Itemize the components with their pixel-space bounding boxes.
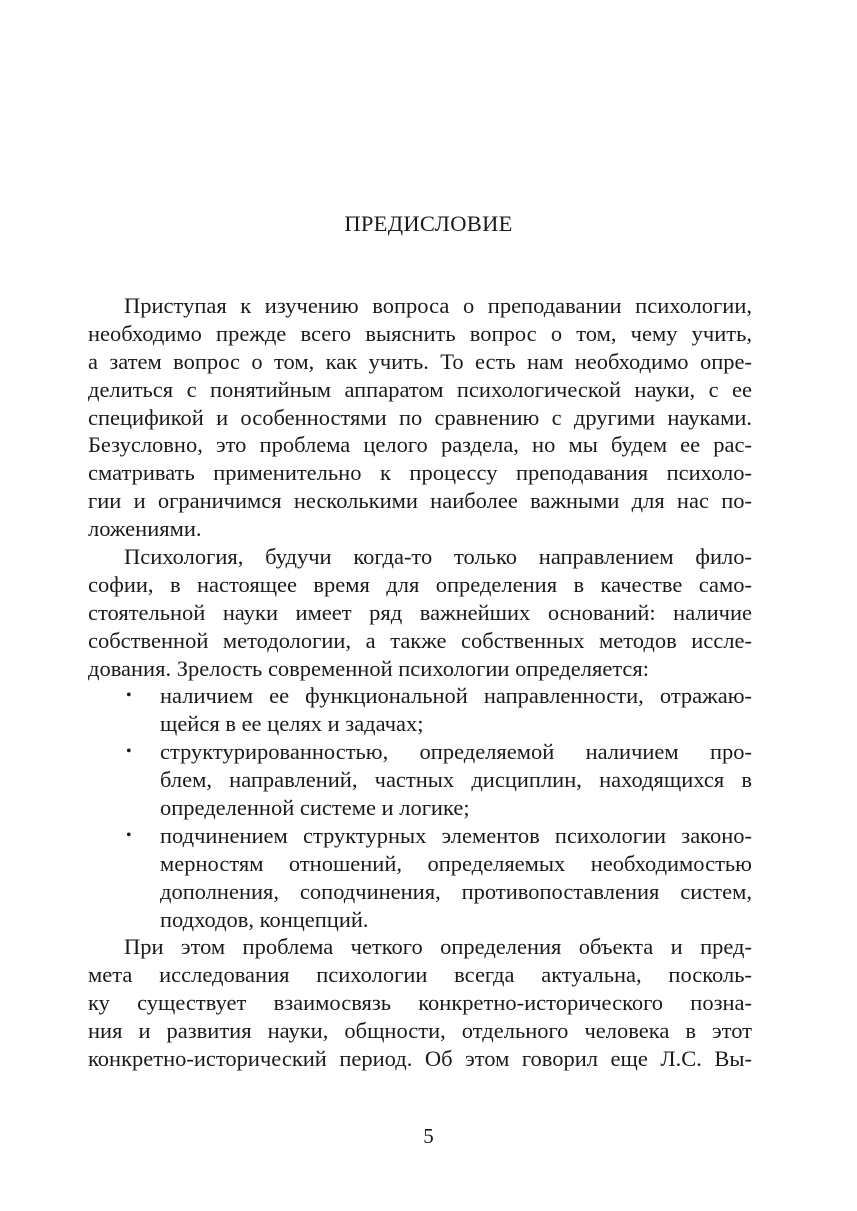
text-line: конкретно-исторический период. Об этом говорил еще Л.С. Вы- xyxy=(88,1046,752,1072)
text-line: необходимо прежде всего выяснить вопрос о том, чему учить, xyxy=(88,320,752,346)
text-line: Безусловно, это проблема целого раздела, но мы будем ее рас- xyxy=(88,432,752,458)
bullet-item-line xyxy=(88,738,752,766)
text-line: дополнения, соподчинения, противопоставления систем, xyxy=(160,878,752,904)
text-line: ложениями. xyxy=(88,516,202,542)
text-line: дования. Зрелость современной психологии определяется: xyxy=(88,655,650,681)
text-line: блем, направлений, частных дисциплин, находящихся в xyxy=(160,767,752,793)
text-line: ния и развития науки, общности, отдельного человека в этот xyxy=(88,1018,752,1044)
text-line: ку существует взаимосвязь конкретно-исторического позна- xyxy=(88,990,752,1016)
bullet-icon: • xyxy=(126,743,132,761)
text-line: мета исследования психологии всегда актуальна, посколь- xyxy=(88,962,752,988)
text-line: подчинением структурных элементов психологии законо- xyxy=(160,822,752,848)
bullet-item-line xyxy=(88,822,752,850)
text-line: делиться с понятийным аппаратом психологической науки, с ее xyxy=(88,376,752,402)
text-line: собственной методологии, а также собственных методов иссле- xyxy=(88,627,752,653)
text-line: определенной системе и логике; xyxy=(160,795,470,821)
bullet-item-line xyxy=(88,682,752,710)
text-line: щейся в ее целях и задачах; xyxy=(160,711,424,737)
text-line: структурированностью, определяемой наличием про- xyxy=(160,739,752,765)
bullet-icon: • xyxy=(126,826,132,844)
text-line: Психология, будучи когда-то только направлением фило- xyxy=(124,544,752,570)
body-text xyxy=(88,292,752,1073)
text-line: подходов, концепций. xyxy=(160,906,369,932)
text-line: наличием ее функциональной направленности, отражаю- xyxy=(160,683,752,709)
text-line: стоятельной науки имеет ряд важнейших оснований: наличие xyxy=(88,599,752,625)
text-line: софии, в настоящее время для определения в качестве само- xyxy=(88,571,752,597)
text-line: спецификой и особенностями по сравнению с другими науками. xyxy=(88,404,752,430)
text-line: а затем вопрос о том, как учить. То есть нам необходимо опре- xyxy=(88,348,752,374)
bullet-icon: • xyxy=(126,687,132,705)
text-line: мерностям отношений, определяемых необходимостью xyxy=(160,850,752,876)
text-line: гии и ограничимся несколькими наиболее важными для нас по- xyxy=(88,488,752,514)
text-line: Приступая к изучению вопроса о преподавании психологии, xyxy=(124,293,752,318)
page-title: ПРЕДИСЛОВИЕ xyxy=(344,211,513,236)
text-line: При этом проблема четкого определения объекта и пред- xyxy=(124,934,752,960)
text-line: сматривать применительно к процессу преподавания психоло- xyxy=(88,460,752,486)
page-number: 5 xyxy=(423,1124,434,1148)
